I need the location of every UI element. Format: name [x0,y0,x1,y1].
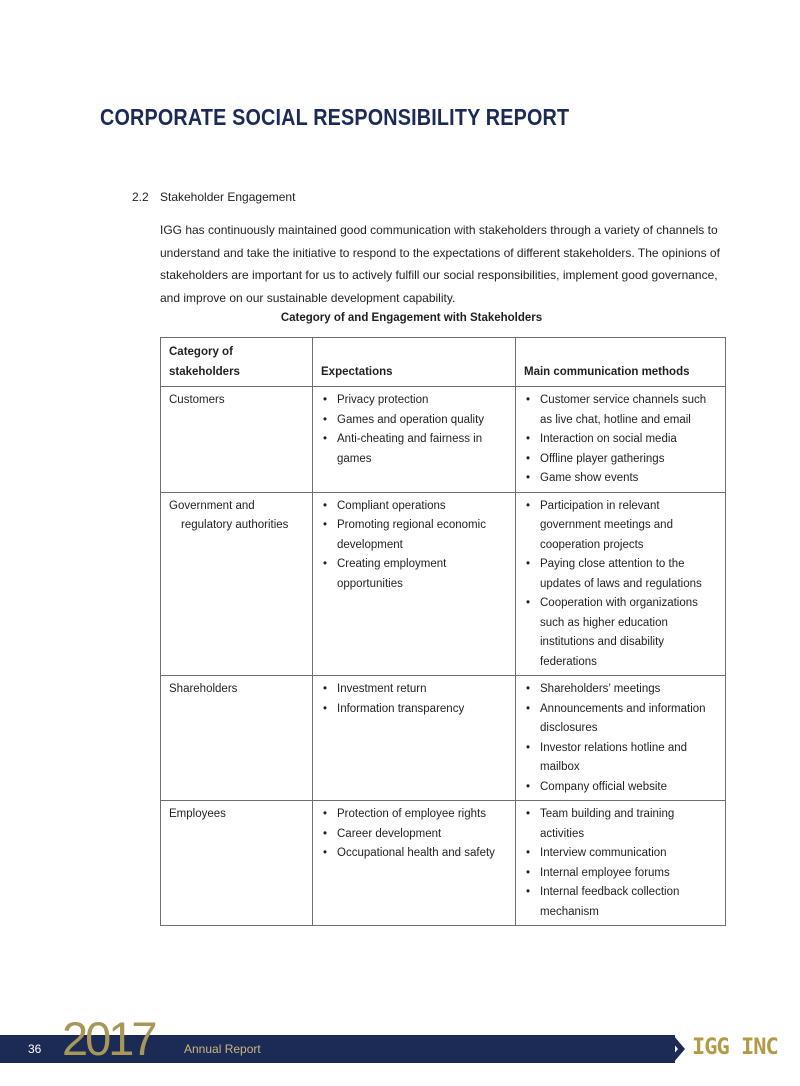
list-item: • Protection of employee rights [321,805,507,825]
expectations-list [321,680,507,719]
methods-list [524,805,717,922]
page-number: 36 [28,1042,42,1056]
list-item: • Announcements and information disclosures [524,700,717,739]
expectations-cell [313,492,516,676]
section-heading [132,190,295,204]
footer-label: Annual Report [184,1042,261,1056]
list-item: • Company official website [524,778,717,798]
year-mark: 2017 [62,1012,155,1065]
category-name: Employees [169,808,226,820]
category-cell [161,492,313,676]
expectations-cell [313,676,516,801]
expectations-cell [313,387,516,493]
list-item: • Information transparency [321,700,507,720]
table-row [161,492,726,676]
list-item: • Occupational health and safety [321,844,507,864]
list-item: • Game show events [524,469,717,489]
list-item: • Promoting regional economic development [321,516,507,555]
category-name: Customers [169,394,225,406]
list-item: • Games and operation quality [321,411,507,431]
list-item: • Interview communication [524,844,717,864]
expectations-cell [313,801,516,926]
list-item: • Investment return [321,680,507,700]
header-expectations: Expectations [313,338,516,387]
header-methods: Main communication methods [516,338,726,387]
list-item: • Team building and training activities [524,805,717,844]
intro-paragraph: IGG has continuously maintained good communication with stakeholders through a variety of channels to understand and take the initiative to respond to the expectations of different stakeholders. The opinions of stakeholders are important for us to actively fulfill our social responsibilities, implement good governance, and improve on our sustainable development capability. [160,223,720,305]
list-item: • Paying close attention to the updates of laws and regulations [524,555,717,594]
list-item: • Shareholders’ meetings [524,680,717,700]
header-category: Category of stakeholders [161,338,313,387]
list-item: • Investor relations hotline and mailbox [524,739,717,778]
section-number: 2.2 [132,190,149,204]
table-header-row [161,338,726,387]
methods-list [524,680,717,797]
category-name: Government and regulatory authorities [169,499,289,531]
list-item: • Interaction on social media [524,430,717,450]
table-row [161,676,726,801]
list-item: • Internal employee forums [524,864,717,884]
methods-cell [516,492,726,676]
category-cell [161,676,313,801]
category-name: Shareholders [169,683,238,695]
table-caption: Category of and Engagement with Stakeholders [280,312,543,324]
list-item: • Anti-cheating and fairness in games [321,430,507,469]
methods-cell [516,387,726,493]
list-item: • Offline player gatherings [524,450,717,470]
methods-cell [516,676,726,801]
table-row [161,387,726,493]
table-body [161,387,726,926]
report-title: CORPORATE SOCIAL RESPONSIBILITY REPORT [100,104,570,130]
list-item: • Compliant operations [321,497,507,517]
category-cell [161,387,313,493]
list-item: • Career development [321,825,507,845]
list-item: • Customer service channels such as live chat, hotline and email [524,391,717,430]
company-logo-text: IGG INC [692,1035,778,1060]
table-row [161,801,726,926]
list-item: • Cooperation with organizations such as higher education institutions and disability federations [524,594,717,672]
stakeholder-table [160,337,726,926]
list-item: • Participation in relevant government meetings and cooperation projects [524,497,717,556]
list-item: • Internal feedback collection mechanism [524,883,717,922]
list-item: • Creating employment opportunities [321,555,507,594]
list-item: • Privacy protection [321,391,507,411]
chevron-right-icon [664,1034,686,1064]
expectations-list [321,497,507,595]
section-title: Stakeholder Engagement [160,190,296,204]
methods-cell [516,801,726,926]
methods-list [524,391,717,489]
expectations-list [321,805,507,864]
methods-list [524,497,717,673]
category-cell [161,801,313,926]
expectations-list [321,391,507,469]
